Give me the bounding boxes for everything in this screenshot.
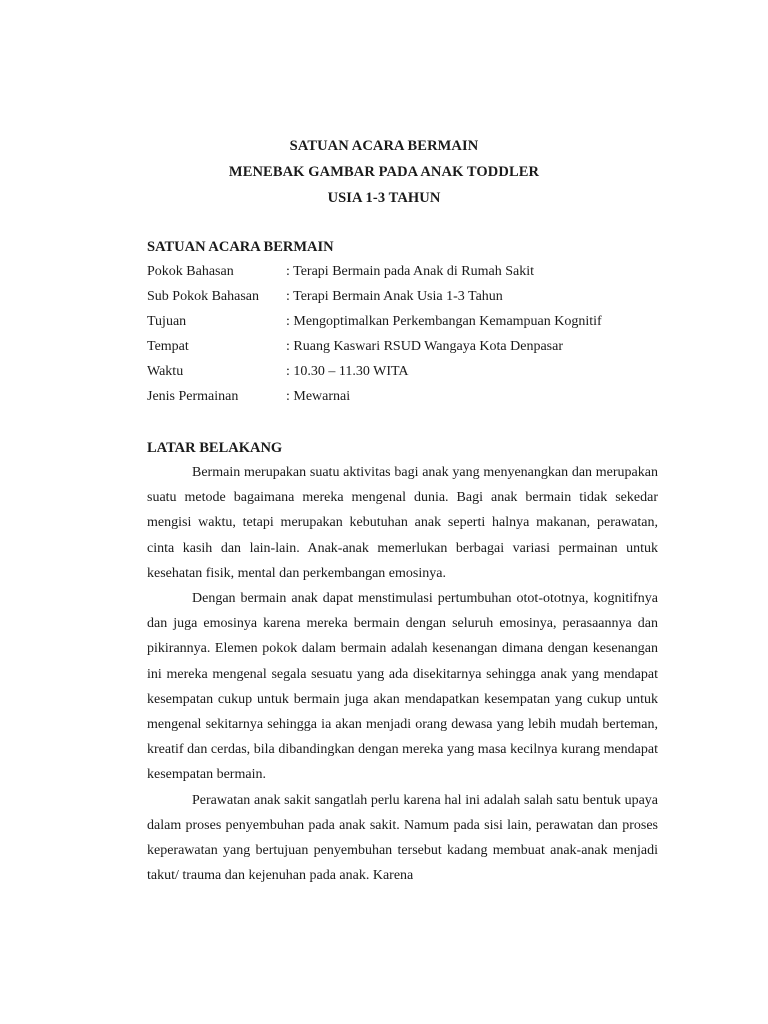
info-label: Sub Pokok Bahasan bbox=[147, 289, 259, 304]
info-label: Tempat bbox=[147, 339, 189, 354]
info-label: Jenis Permainan bbox=[147, 389, 239, 404]
info-label: Tujuan bbox=[147, 314, 187, 329]
paragraph: Dengan bermain anak dapat menstimulasi pertumbuhan otot-ototnya, kognitifnya dan juga emosinya karena mereka bermain dengan seluruh emosinya, perasaannya dan pikirannya. Elemen pokok dalam bermain adalah kesenangan dimana dengan kesenangan ini mereka mengenal segala sesuatu yang ada disekitarnya sehingga anak yang mendapat kesempatan cukup untuk bermain juga akan mendapatkan kesempatan yang cukup untuk mengenal sekitarnya sehingga ia akan menjadi orang dewasa yang lebih mudah berteman, kreatif dan cerdas, bila dibandingkan dengan mereka yang masa kecilnya kurang mendapat kesempatan bermain. bbox=[147, 591, 658, 783]
info-value: : Ruang Kaswari RSUD Wangaya Kota Denpasar bbox=[286, 339, 563, 354]
info-row-pokok-bahasan bbox=[147, 259, 602, 284]
title-line-3: USIA 1-3 TAHUN bbox=[327, 190, 441, 206]
info-row-sub-pokok-bahasan bbox=[147, 284, 602, 309]
title-line-2: MENEBAK GAMBAR PADA ANAK TODDLER bbox=[228, 164, 540, 180]
info-value: : Mewarnai bbox=[286, 389, 351, 404]
paragraph: Perawatan anak sakit sangatlah perlu karena hal ini adalah salah satu bentuk upaya dalam proses penyembuhan pada anak sakit. Namum pada sisi lain, perawatan dan proses keperawatan yang bertujuan penyembuhan tersebut kadang membuat anak-anak menjadi takut/ trauma dan kejenuhan pada anak. Karena bbox=[147, 792, 658, 884]
info-row-tempat bbox=[147, 334, 602, 359]
background-body bbox=[147, 460, 658, 888]
info-row-jenis-permainan bbox=[147, 384, 602, 409]
info-label: Pokok Bahasan bbox=[147, 264, 234, 279]
background-section-heading: LATAR BELAKANG bbox=[147, 440, 283, 456]
info-table bbox=[147, 259, 602, 409]
info-value: : 10.30 – 11.30 WITA bbox=[286, 364, 409, 379]
info-row-waktu bbox=[147, 359, 602, 384]
info-value: : Terapi Bermain pada Anak di Rumah Sakit bbox=[286, 264, 534, 279]
info-value: : Mengoptimalkan Perkembangan Kemampuan Kognitif bbox=[286, 314, 602, 329]
info-section-heading: SATUAN ACARA BERMAIN bbox=[147, 239, 334, 255]
info-row-tujuan bbox=[147, 309, 602, 334]
info-label: Waktu bbox=[147, 364, 184, 379]
document-title bbox=[0, 133, 768, 211]
title-line-1: SATUAN ACARA BERMAIN bbox=[289, 138, 479, 154]
paragraph: Bermain merupakan suatu aktivitas bagi anak yang menyenangkan dan merupakan suatu metode bagaimana mereka mengenal dunia. Bagi anak bermain tidak sekedar mengisi waktu, tetapi merupakan kebutuhan anak seperti halnya makanan, perawatan, cinta kasih dan lain-lain. Anak-anak memerlukan berbagai variasi permainan untuk kesehatan fisik, mental dan perkembangan emosinya. bbox=[147, 465, 658, 581]
info-value: : Terapi Bermain Anak Usia 1-3 Tahun bbox=[286, 289, 503, 304]
